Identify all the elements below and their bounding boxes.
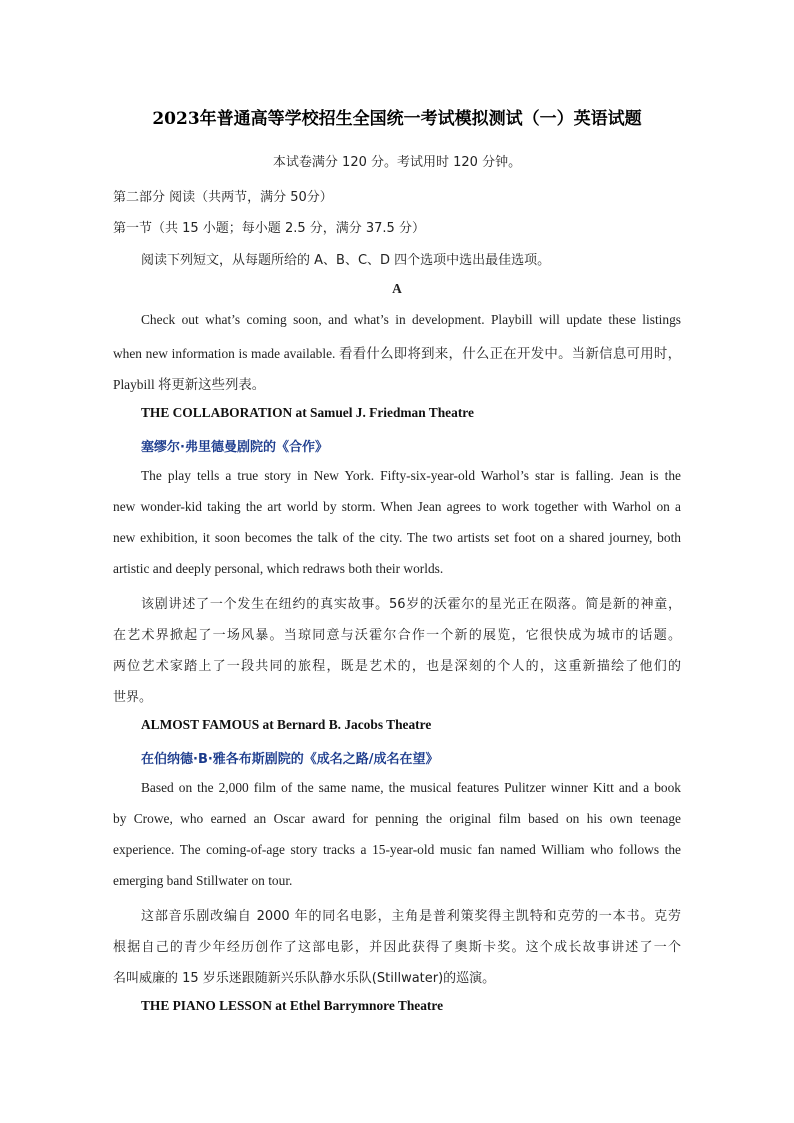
show1-cn-line: 世界。 [113,690,153,705]
show2-heading: ALMOST FAMOUS at Bernard B. Jacobs Theatre [141,717,432,732]
exam-subtitle: 本试卷满分 120 分。考试用时 120 分钟。 [272,155,522,170]
show2-heading-cn: 在伯纳德·B·雅各布斯剧院的《成名之路/成名在望》 [141,752,439,767]
show2-en-line: by Crowe, who earned an Oscar award for penning the original film based on his own teenage [113,811,681,826]
show1-heading-cn: 塞缪尔·弗里德曼剧院的《合作》 [141,440,328,455]
passage-label: A [392,281,402,296]
show2-en-line: emerging band Stillwater on tour. [113,873,293,888]
show1-cn-line: 两位艺术家踏上了一段共同的旅程，既是艺术的，也是深刻的个人的，这重新描绘了他们的 [113,659,681,674]
show2-en-line: Based on the 2,000 film of the same name, the musical features Pulitzer winner Kitt and a book [141,780,681,795]
show2-en-line: experience. The coming-of-age story tracks a 15-year-old music fan named William who follows the [113,842,681,857]
show1-en-line: The play tells a true story in New York. Fifty-six-year-old Warhol’s star is falling. Jean is the [141,468,681,483]
intro-line-1: Check out what’s coming soon, and what’s in development. Playbill will update these listings [141,312,681,327]
show2-cn-line: 根据自己的青少年经历创作了这部电影，并因此获得了奥斯卡奖。这个成长故事讲述了一个 [113,940,681,955]
section-heading: 第一节（共 15 小题；每小题 2.5 分，满分 37.5 分） [113,221,425,236]
show3-heading: THE PIANO LESSON at Ethel Barrymnore Theatre [141,998,444,1013]
intro-line-3: Playbill 将更新这些列表。 [113,377,266,392]
show1-cn-line: 该剧讲述了一个发生在纽约的真实故事。56岁的沃霍尔的星光正在陨落。简是新的神童， [141,597,681,612]
show1-heading: THE COLLABORATION at Samuel J. Friedman Theatre [141,405,474,420]
show2-cn-line: 名叫威廉的 15 岁乐迷跟随新兴乐队静水乐队(Stillwater)的巡演。 [113,971,496,986]
part-heading: 第二部分 阅读（共两节，满分 50分） [113,190,333,205]
show1-en-line: new wonder-kid taking the art world by storm. When Jean agrees to work together with Warhol on a [113,499,681,514]
show1-cn-line: 在艺术界掀起了一场风暴。当琼同意与沃霍尔合作一个新的展览，它很快成为城市的话题。 [113,628,681,643]
intro-line-2: when new information is made available. 看看什么即将到来，什么正在开发中。当新信息可用时， [113,346,681,361]
show1-en-line: new exhibition, it soon becomes the talk of the city. The two artists set foot on a shared journey, both [113,530,681,545]
instruction-text: 阅读下列短文，从每题所给的 A、B、C、D 四个选项中选出最佳选项。 [141,253,551,268]
show2-cn-line: 这部音乐剧改编自 2000 年的同名电影，主角是普利策奖得主凯特和克劳的一本书。克劳 [141,909,681,924]
show1-en-line: artistic and deeply personal, which redraws both their worlds. [113,561,444,576]
exam-title: 2023年普通高等学校招生全国统一考试模拟测试（一）英语试题 [152,109,642,129]
